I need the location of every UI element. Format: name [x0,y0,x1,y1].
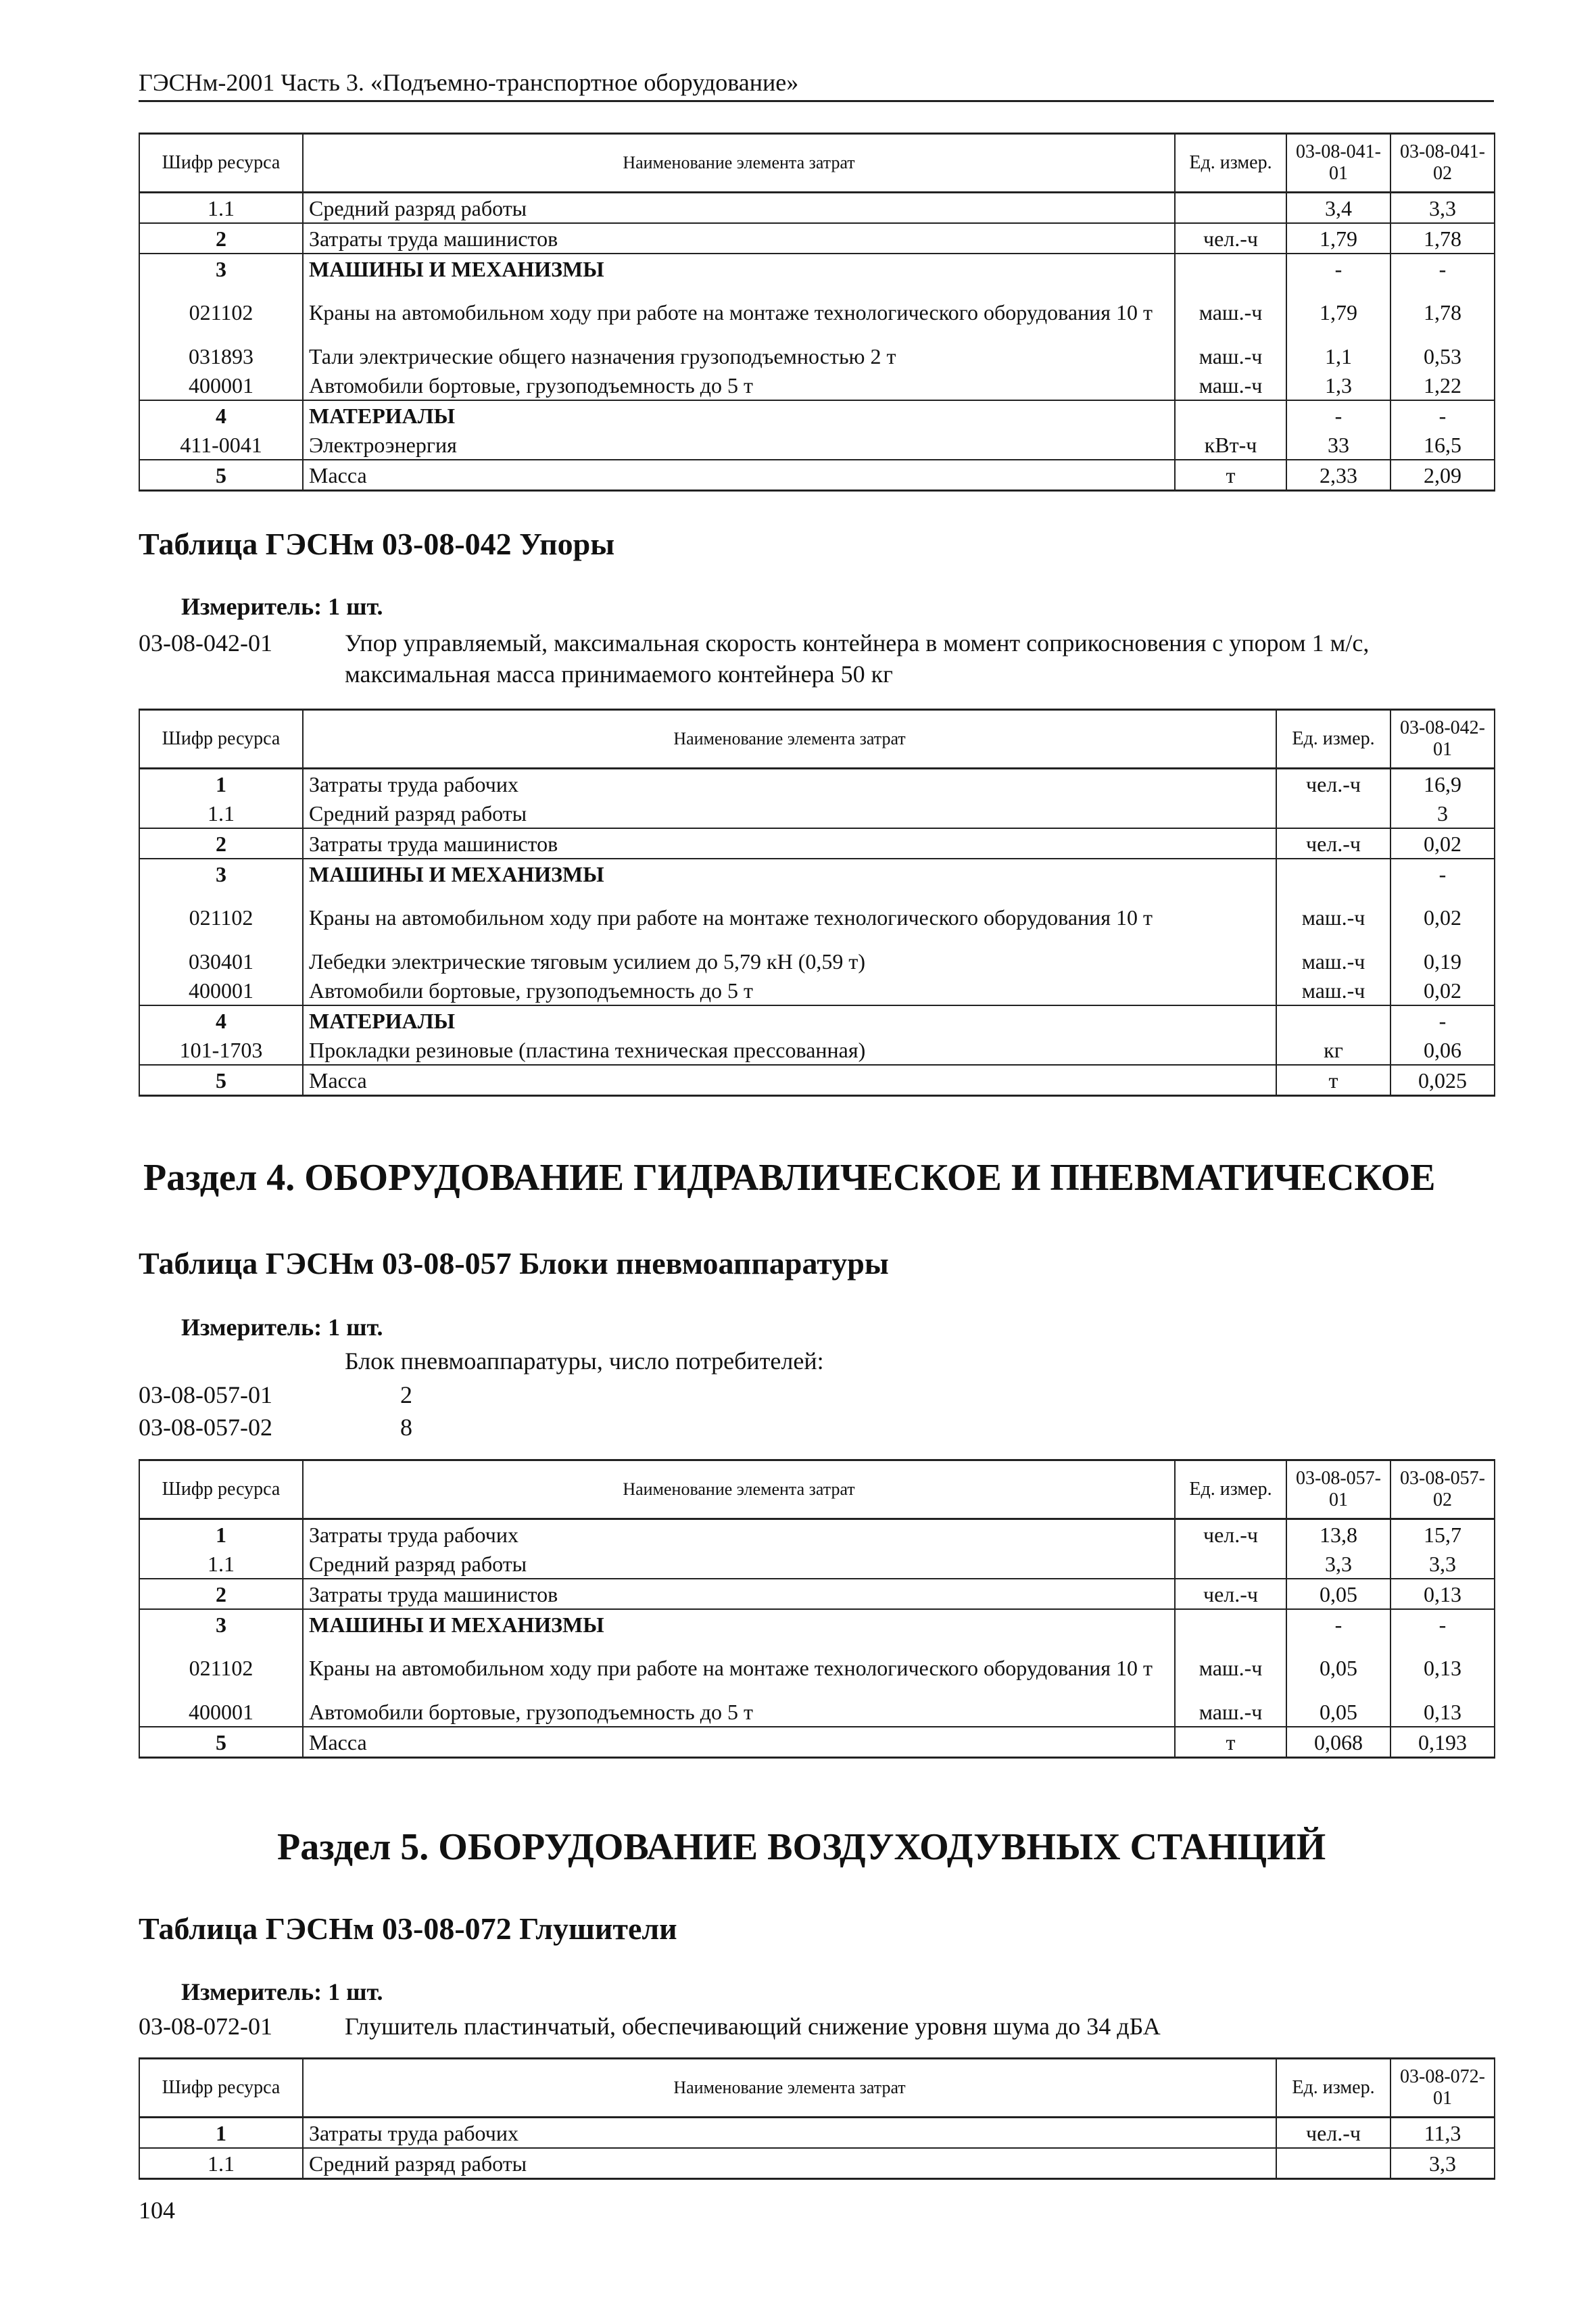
page-header: ГЭСНм-2001 Часть 3. «Подъемно-транспортное оборудование» [139,68,1494,102]
cell-name: Затраты труда рабочих [303,769,1276,799]
cell-value-2: 0,13 [1391,1639,1495,1697]
cell-value-1: 0,02 [1391,888,1495,947]
cell-unit: кВт-ч [1175,430,1286,460]
cell-value-1: 0,19 [1391,947,1495,976]
cell-value-1: 1,79 [1286,223,1391,254]
cell-code: 021102 [139,888,303,947]
meter-072 [181,1978,383,2006]
table-row [139,254,1495,283]
col-header-code-1: 03-08-057-01 [1286,1460,1391,1519]
cell-name: Масса [303,460,1175,491]
cell-code: 021102 [139,283,303,341]
col-header-code-2: 03-08-041-02 [1391,134,1495,193]
cell-unit: чел.-ч [1175,1519,1286,1550]
table-header-row [139,134,1495,193]
table-row [139,798,1495,828]
cell-name: Автомобили бортовые, грузоподъемность до 5 т [303,1697,1175,1727]
cell-value-1: - [1391,1005,1495,1035]
item-description-042-01: Упор управляемый, максимальная скорость контейнера в момент соприкосновения с упором 1 м/с, максимальная масса принимаемого контейнера 50 кг [345,629,1370,688]
cell-name: Краны на автомобильном ходу при работе на монтаже технологического оборудования 10 т [303,283,1175,341]
table-row [139,1065,1495,1096]
cell-code: 2 [139,828,303,859]
cell-value-1: 1,79 [1286,283,1391,341]
cell-name: Автомобили бортовые, грузоподъемность до 5 т [303,371,1175,400]
cell-unit: чел.-ч [1276,828,1391,859]
cell-value-2: 0,53 [1391,341,1495,371]
cell-unit: т [1175,460,1286,491]
cell-name: Средний разряд работы [303,2148,1276,2179]
cell-value-2: 16,5 [1391,430,1495,460]
table-header-row [139,710,1495,769]
item-code-057-01: 03-08-057-01 [139,1381,272,1408]
cell-value-1: - [1286,400,1391,430]
table-header-row [139,2059,1495,2118]
cell-name: Затраты труда рабочих [303,2118,1276,2149]
cell-unit [1175,193,1286,224]
meter-value: 1 шт. [328,1314,383,1341]
table-row [139,1697,1495,1727]
cell-value-1: 0,05 [1286,1697,1391,1727]
cell-unit [1276,1005,1391,1035]
cell-unit: маш.-ч [1175,1697,1286,1727]
cell-unit: маш.-ч [1175,371,1286,400]
cell-name: Средний разряд работы [303,1549,1175,1579]
cell-name: Средний разряд работы [303,798,1276,828]
cell-unit: маш.-ч [1175,1639,1286,1697]
meter-label: Измеритель: [181,593,322,620]
table-title-057: Таблица ГЭСНм 03-08-057 Блоки пневмоаппаратуры [139,1246,889,1281]
cell-value-1: 0,025 [1391,1065,1495,1096]
cell-value-1: 3,3 [1286,1549,1391,1579]
cell-code: 3 [139,859,303,888]
cell-value-2: 15,7 [1391,1519,1495,1550]
cell-unit [1276,2148,1391,2179]
table-row [139,828,1495,859]
table-row [139,976,1495,1005]
cell-code: 5 [139,460,303,491]
cell-name: Затраты труда машинистов [303,223,1175,254]
cell-unit: чел.-ч [1276,2118,1391,2149]
cell-value-1: 0,05 [1286,1579,1391,1609]
cell-value-1: 33 [1286,430,1391,460]
cell-code: 2 [139,223,303,254]
cell-value-2: 3,3 [1391,193,1495,224]
col-header-name: Наименование элемента затрат [303,134,1175,193]
cell-code: 411-0041 [139,430,303,460]
page-number: 104 [139,2197,175,2224]
cell-code: 4 [139,1005,303,1035]
cell-unit: чел.-ч [1276,769,1391,799]
cell-name: Автомобили бортовые, грузоподъемность до 5 т [303,976,1276,1005]
item-intro-057: Блок пневмоаппаратуры, число потребителей: [345,1347,824,1375]
cell-code: 400001 [139,1697,303,1727]
table-row [139,1005,1495,1035]
cell-name: Затраты труда рабочих [303,1519,1175,1550]
cell-name: МАТЕРИАЛЫ [303,1005,1276,1035]
meter-label: Измеритель: [181,1978,322,2005]
cell-code: 3 [139,254,303,283]
cell-code: 031893 [139,341,303,371]
cell-value-1: 2,33 [1286,460,1391,491]
cell-value-1: - [1391,859,1495,888]
col-header-code-1: 03-08-041-01 [1286,134,1391,193]
cell-code: 1.1 [139,798,303,828]
cell-code: 021102 [139,1639,303,1697]
cell-code: 1.1 [139,1549,303,1579]
meter-042 [181,592,383,621]
table-row [139,2148,1495,2179]
cell-name: Электроэнергия [303,430,1175,460]
cell-code: 1 [139,769,303,799]
cell-unit: маш.-ч [1276,947,1391,976]
cell-value-2: 1,78 [1391,283,1495,341]
table-row [139,947,1495,976]
col-header-name: Наименование элемента затрат [303,2059,1276,2118]
col-header-code-1: 03-08-072-01 [1391,2059,1495,2118]
cell-unit [1276,859,1391,888]
meter-value: 1 шт. [328,1978,383,2005]
table-row [139,1609,1495,1639]
table-row [139,400,1495,430]
item-value-057-01: 2 [400,1381,412,1408]
cell-value-2: 2,09 [1391,460,1495,491]
table-row [139,1519,1495,1550]
cell-unit: маш.-ч [1276,976,1391,1005]
cell-code: 5 [139,1727,303,1758]
col-header-unit: Ед. измер. [1276,2059,1391,2118]
cell-value-1: 1,1 [1286,341,1391,371]
cell-value-2: 3,3 [1391,1549,1495,1579]
table-row [139,1579,1495,1609]
cell-name: Затраты труда машинистов [303,1579,1175,1609]
table-row [139,888,1495,947]
cell-name: Краны на автомобильном ходу при работе на монтаже технологического оборудования 10 т [303,1639,1175,1697]
cell-unit: чел.-ч [1175,1579,1286,1609]
cell-value-1: 11,3 [1391,2118,1495,2149]
cell-name: МАШИНЫ И МЕХАНИЗМЫ [303,254,1175,283]
cell-name: Краны на автомобильном ходу при работе на монтаже технологического оборудования 10 т [303,888,1276,947]
cell-unit: т [1276,1065,1391,1096]
cell-code: 400001 [139,371,303,400]
cell-value-1: 3,3 [1391,2148,1495,2179]
table-row [139,193,1495,224]
cell-value-1: 0,05 [1286,1639,1391,1697]
cell-code: 400001 [139,976,303,1005]
cell-name: МАТЕРИАЛЫ [303,400,1175,430]
cell-name: Лебедки электрические тяговым усилием до 5,79 кН (0,59 т) [303,947,1276,976]
cell-value-2: - [1391,254,1495,283]
cell-value-1: 13,8 [1286,1519,1391,1550]
col-header-code-2: 03-08-057-02 [1391,1460,1495,1519]
cell-code: 3 [139,1609,303,1639]
table-row [139,430,1495,460]
item-description-072-01: Глушитель пластинчатый, обеспечивающий снижение уровня шума до 34 дБА [345,2013,1161,2040]
cell-value-1: - [1286,1609,1391,1639]
cell-name: Средний разряд работы [303,193,1175,224]
table-row [139,859,1495,888]
cell-unit: чел.-ч [1175,223,1286,254]
cell-unit [1175,400,1286,430]
cell-code: 1 [139,2118,303,2149]
table-title-072: Таблица ГЭСНм 03-08-072 Глушители [139,1911,677,1946]
item-code-042-01: 03-08-042-01 [139,629,272,657]
cell-name: Масса [303,1065,1276,1096]
item-code-057-02: 03-08-057-02 [139,1414,272,1441]
table-row [139,1727,1495,1758]
cell-code: 1 [139,1519,303,1550]
cell-value-2: 0,13 [1391,1579,1495,1609]
table-row [139,341,1495,371]
table-row [139,1549,1495,1579]
cell-value-1: - [1286,254,1391,283]
cell-value-2: 1,22 [1391,371,1495,400]
table-row [139,283,1495,341]
cell-name: Тали электрические общего назначения грузоподъемностью 2 т [303,341,1175,371]
meter-value: 1 шт. [328,593,383,620]
meter-label: Измеритель: [181,1314,322,1341]
resource-table-057 [139,1459,1495,1759]
col-header-code: Шифр ресурса [139,2059,303,2118]
table-row [139,460,1495,491]
cell-unit [1175,1549,1286,1579]
cell-unit: маш.-ч [1276,888,1391,947]
cell-unit [1175,1609,1286,1639]
col-header-unit: Ед. измер. [1175,1460,1286,1519]
cell-unit: т [1175,1727,1286,1758]
cell-value-1: 0,06 [1391,1035,1495,1065]
cell-value-1: 16,9 [1391,769,1495,799]
cell-code: 1.1 [139,193,303,224]
cell-value-2: 0,193 [1391,1727,1495,1758]
cell-name: Прокладки резиновые (пластина техническая прессованная) [303,1035,1276,1065]
item-value-057-02: 8 [400,1414,412,1441]
cell-value-1: 1,3 [1286,371,1391,400]
cell-value-2: 0,13 [1391,1697,1495,1727]
col-header-unit: Ед. измер. [1276,710,1391,769]
table-row [139,223,1495,254]
cell-code: 030401 [139,947,303,976]
cell-code: 5 [139,1065,303,1096]
table-row [139,371,1495,400]
section-5-title: Раздел 5. ОБОРУДОВАНИЕ ВОЗДУХОДУВНЫХ СТАНЦИЙ [277,1826,1326,1868]
cell-unit [1276,798,1391,828]
cell-name: Масса [303,1727,1175,1758]
cell-code: 101-1703 [139,1035,303,1065]
cell-value-1: 0,02 [1391,976,1495,1005]
resource-table-041 [139,133,1495,492]
cell-value-2: 1,78 [1391,223,1495,254]
table-row [139,769,1495,799]
cell-value-2: - [1391,1609,1495,1639]
cell-value-1: 0,068 [1286,1727,1391,1758]
cell-unit: кг [1276,1035,1391,1065]
cell-code: 2 [139,1579,303,1609]
cell-unit: маш.-ч [1175,341,1286,371]
table-row [139,2118,1495,2149]
table-row [139,1035,1495,1065]
cell-unit: маш.-ч [1175,283,1286,341]
item-code-072-01: 03-08-072-01 [139,2013,272,2040]
cell-code: 1.1 [139,2148,303,2179]
meter-057 [181,1313,383,1341]
section-4-title: Раздел 4. ОБОРУДОВАНИЕ ГИДРАВЛИЧЕСКОЕ И ПНЕВМАТИЧЕСКОЕ [143,1157,1436,1199]
table-header-row [139,1460,1495,1519]
cell-code: 4 [139,400,303,430]
col-header-code: Шифр ресурса [139,1460,303,1519]
cell-value-1: 3 [1391,798,1495,828]
col-header-code: Шифр ресурса [139,134,303,193]
resource-table-072 [139,2057,1495,2180]
resource-table-042 [139,709,1495,1097]
cell-name: МАШИНЫ И МЕХАНИЗМЫ [303,859,1276,888]
col-header-code-1: 03-08-042-01 [1391,710,1495,769]
table-row [139,1639,1495,1697]
col-header-code: Шифр ресурса [139,710,303,769]
table-title-042: Таблица ГЭСНм 03-08-042 Упоры [139,527,615,561]
col-header-name: Наименование элемента затрат [303,710,1276,769]
cell-unit [1175,254,1286,283]
cell-value-1: 3,4 [1286,193,1391,224]
col-header-unit: Ед. измер. [1175,134,1286,193]
cell-value-1: 0,02 [1391,828,1495,859]
cell-name: МАШИНЫ И МЕХАНИЗМЫ [303,1609,1175,1639]
cell-name: Затраты труда машинистов [303,828,1276,859]
cell-value-2: - [1391,400,1495,430]
col-header-name: Наименование элемента затрат [303,1460,1175,1519]
